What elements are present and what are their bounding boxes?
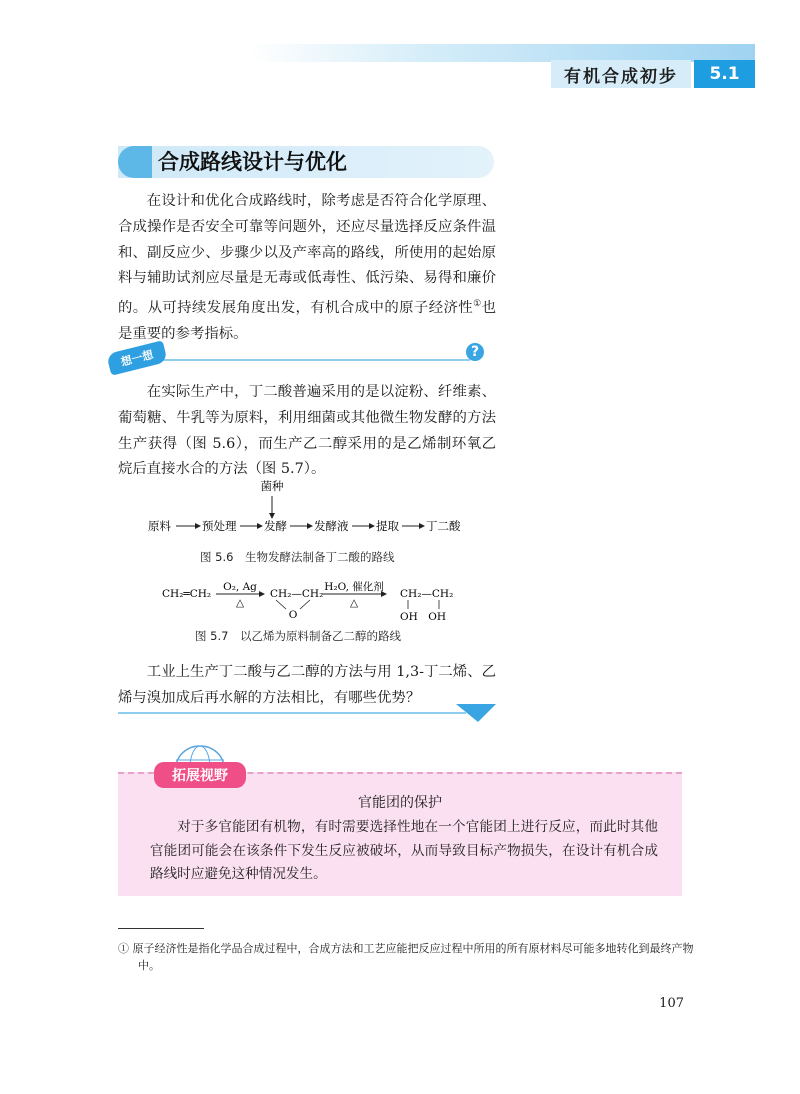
chapter-title: 有机合成初步 — [551, 60, 691, 88]
question-mark-icon: ? — [466, 343, 484, 361]
cond1-bottom: △ — [235, 597, 245, 609]
footnote: ① 原子经济性是指化学品合成过程中，合成方法和工艺应能把反应过程中所用的所有原材料尽可能多地转化到最终产物中。 — [118, 942, 694, 972]
think-top-line — [150, 359, 470, 361]
footnote-rule — [118, 928, 204, 929]
epoxide-top: CH₂—CH₂ — [270, 588, 324, 600]
cond2-top: H₂O, 催化剂 — [324, 581, 384, 593]
section-title: 合成路线设计与优化 — [158, 150, 347, 174]
think-text-1: 在实际生产中，丁二酸普遍采用的是以淀粉、纤维素、葡萄糖、牛乳等为原料，利用细菌或其他微生物发酵的方法生产获得（图 5.6），而生产乙二醇采用的是乙烯制环氧乙烷后直接水合的方法（图 5.7）。 — [118, 384, 496, 478]
cond1-top: O₂, Ag — [223, 581, 257, 593]
extend-label-badge: 拓展视野 — [154, 762, 246, 788]
page-number: 107 — [659, 996, 684, 1011]
product-top: CH₂—CH₂ — [400, 588, 454, 600]
figure-5-7-caption: 图 5.7 以乙烯为原料制备乙二醇的路线 — [195, 629, 401, 643]
footnote-ref: ① — [473, 299, 482, 310]
section-number: 5.1 — [694, 60, 755, 88]
think-text-2: 工业上生产丁二酸与乙二醇的方法与用 1,3-丁二烯、乙烯与溴加成后再水解的方法相比，有哪些优势？ — [118, 664, 496, 706]
section-heading-accent — [118, 146, 152, 178]
extend-text: 对于多官能团有机物，有时需要选择性地在一个官能团上进行反应，而此时其他官能团可能会在该条件下发生反应被破坏，从而导致目标产物损失，在设计有机合成路线时应避免这种情况发生。 — [150, 819, 658, 883]
figure-5-7-reaction — [150, 578, 480, 624]
epoxide-bond-left — [276, 600, 286, 609]
epoxide-oxygen: O — [288, 609, 298, 621]
flow-step-1: 原料 — [148, 519, 171, 533]
think-badge: 想一想 — [106, 340, 168, 375]
figure-5-6-flowchart — [140, 478, 500, 542]
think-bottom-line — [118, 712, 466, 714]
reactant-ethylene: CH₂═CH₂ — [162, 588, 212, 600]
flow-step-2: 预处理 — [202, 519, 237, 533]
product-bottom: OH OH — [400, 611, 447, 623]
flow-input-label: 菌种 — [260, 479, 284, 493]
flow-step-3: 发酵 — [264, 519, 287, 533]
section-paragraph: 在设计和优化合成路线时，除考虑是否符合化学原理、合成操作是否安全可靠等问题外，还应尽量选择反应条件温和、副反应少、步骤少以及产率高的路线，所使用的起始原料与辅助试剂应尽量是无毒或低毒性、低污染、易得和廉价的。从可持续发展角度出发，有机合成中的原子经济性①也是重要的参考指标。 — [118, 193, 496, 342]
extend-title: 官能团的保护 — [358, 795, 442, 811]
think-arrow-icon — [456, 700, 498, 724]
figure-5-6-caption: 图 5.6 生物发酵法制备丁二酸的路线 — [200, 550, 395, 564]
flow-step-4: 发酵液 — [314, 519, 349, 533]
cond2-bottom: △ — [349, 597, 359, 609]
flow-step-5: 提取 — [376, 519, 399, 533]
epoxide-bond-right — [300, 600, 310, 609]
flow-step-6: 丁二酸 — [426, 519, 461, 533]
